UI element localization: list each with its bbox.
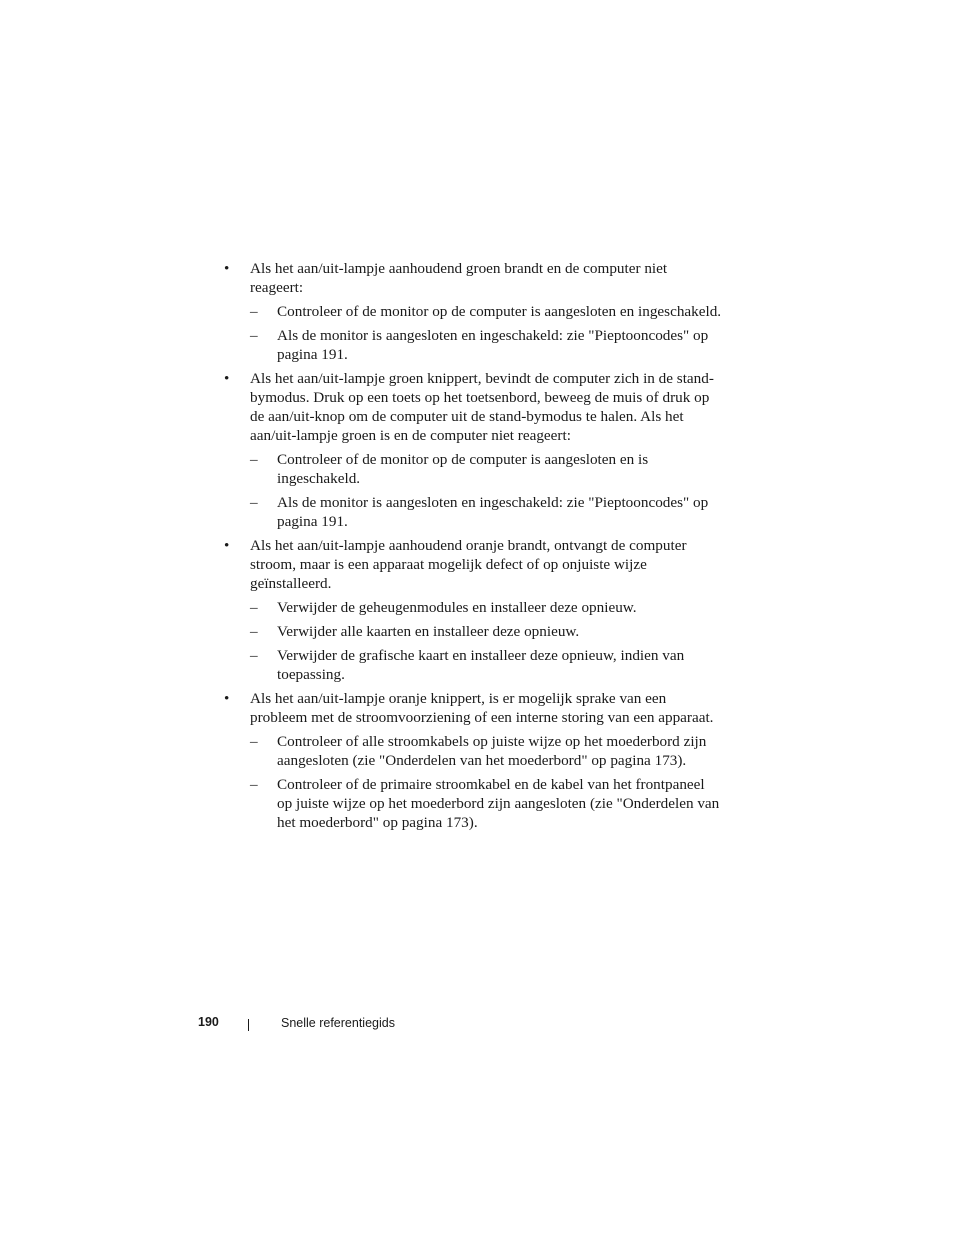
sub-list bbox=[250, 450, 722, 531]
sub-list-item bbox=[250, 450, 722, 488]
bullet-marker: • bbox=[224, 370, 230, 387]
sub-list-item bbox=[250, 302, 722, 321]
sub-item-text: Controleer of alle stroomkabels op juiste wijze op het moederbord zijn aangesloten (zie "Onderdelen van het moederbord" op pagina 173). bbox=[277, 733, 707, 769]
sub-list-item bbox=[250, 646, 722, 684]
sub-list-item bbox=[250, 775, 722, 832]
sub-list bbox=[250, 732, 722, 832]
sub-list-item bbox=[250, 732, 722, 770]
dash-marker: – bbox=[250, 599, 258, 616]
dash-marker: – bbox=[250, 494, 258, 511]
sub-list-item bbox=[250, 326, 722, 364]
sub-list-item bbox=[250, 622, 722, 641]
sub-item-text: Verwijder de geheugenmodules en installeer deze opnieuw. bbox=[277, 599, 637, 616]
dash-marker: – bbox=[250, 733, 258, 750]
sub-list-item bbox=[250, 493, 722, 531]
sub-item-text: Controleer of de primaire stroomkabel en de kabel van het frontpaneel op juiste wijze op het moederbord zijn aangesloten (zie "Onderdelen van het moederbord" op pagina 173). bbox=[277, 776, 720, 831]
page-body bbox=[222, 259, 722, 837]
dash-marker: – bbox=[250, 327, 258, 344]
dash-marker: – bbox=[250, 303, 258, 320]
bullet-text: Als het aan/uit-lampje aanhoudend groen brandt en de computer niet reageert: bbox=[250, 260, 668, 296]
sub-item-text: Als de monitor is aangesloten en ingeschakeld: zie "Pieptooncodes" op pagina 191. bbox=[277, 327, 709, 363]
list-item bbox=[222, 689, 722, 832]
sub-item-text: Verwijder de grafische kaart en installeer deze opnieuw, indien van toepassing. bbox=[277, 647, 685, 683]
running-footer-title: Snelle referentiegids bbox=[281, 1016, 395, 1030]
sub-item-text: Controleer of de monitor op de computer is aangesloten en ingeschakeld. bbox=[277, 303, 722, 320]
list-item bbox=[222, 259, 722, 364]
dash-marker: – bbox=[250, 647, 258, 664]
list-item bbox=[222, 536, 722, 684]
sub-list-item bbox=[250, 598, 722, 617]
sub-item-text: Als de monitor is aangesloten en ingeschakeld: zie "Pieptooncodes" op pagina 191. bbox=[277, 494, 709, 530]
bullet-text: Als het aan/uit-lampje aanhoudend oranje brandt, ontvangt de computer stroom, maar is een apparaat mogelijk defect of op onjuiste wijze geïnstalleerd. bbox=[250, 537, 687, 592]
page-number: 190 bbox=[198, 1015, 219, 1029]
bullet-text: Als het aan/uit-lampje oranje knippert, is er mogelijk sprake van een probleem met de stroomvoorziening of een interne storing van een apparaat. bbox=[250, 690, 714, 726]
list-item bbox=[222, 369, 722, 531]
sub-item-text: Controleer of de monitor op de computer is aangesloten en is ingeschakeld. bbox=[277, 451, 649, 487]
dash-marker: – bbox=[250, 776, 258, 793]
bullet-marker: • bbox=[224, 537, 230, 554]
bullet-marker: • bbox=[224, 690, 230, 707]
footer-divider bbox=[248, 1019, 249, 1031]
sub-list bbox=[250, 302, 722, 364]
bullet-text: Als het aan/uit-lampje groen knippert, bevindt de computer zich in de stand-bymodus. Druk op een toets op het toetsenbord, beweeg de muis of druk op de aan/uit-knop om de computer uit de stand-bymodus te halen. Als het aan/uit-lampje groen is en de computer niet reageert: bbox=[250, 370, 714, 444]
dash-marker: – bbox=[250, 623, 258, 640]
dash-marker: – bbox=[250, 451, 258, 468]
sub-list bbox=[250, 598, 722, 684]
bullet-marker: • bbox=[224, 260, 230, 277]
sub-item-text: Verwijder alle kaarten en installeer deze opnieuw. bbox=[277, 623, 580, 640]
